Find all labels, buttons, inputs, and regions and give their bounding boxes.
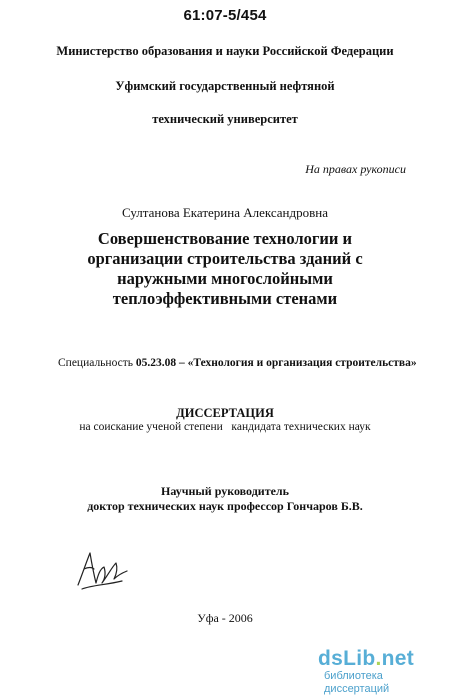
specialty-label: Специальность: [58, 357, 136, 369]
title-line: теплоэффективными стенами: [112, 289, 338, 308]
supervisor-label: Научный руководитель: [161, 484, 289, 498]
university-name-line2: технический университет: [152, 112, 298, 126]
title-line: организации строительства зданий с: [87, 249, 363, 268]
dissertation-heading: ДИССЕРТАЦИЯ: [176, 406, 274, 420]
rights-note: На правах рукописи: [305, 162, 406, 176]
specialty-line: [58, 357, 417, 369]
document-id: 61:07-5/454: [183, 7, 267, 24]
title-line: Совершенствование технологии и: [97, 229, 353, 248]
dissertation-title: [0, 229, 450, 309]
dslib-subtitle: библиотека диссертаций: [324, 670, 390, 695]
title-line: наружными многослойными: [117, 269, 333, 288]
ministry-name: Министерство образования и науки Российской Федерации: [56, 44, 394, 58]
city-year: Уфа - 2006: [197, 611, 253, 625]
author-name: Султанова Екатерина Александровна: [122, 205, 328, 220]
dslib-logo: dsLib.net: [318, 647, 415, 670]
handwritten-signature: [72, 545, 132, 593]
dslib-watermark: [318, 648, 448, 696]
specialty-name: – «Технология и организация строительства»: [176, 357, 417, 369]
specialty-code: 05.23.08: [135, 357, 177, 369]
degree-line: на соискание ученой степени кандидата технических наук: [79, 421, 371, 433]
supervisor-name: доктор технических наук профессор Гончаров Б.В.: [87, 499, 363, 513]
university-name-line1: Уфимский государственный нефтяной: [115, 79, 335, 93]
